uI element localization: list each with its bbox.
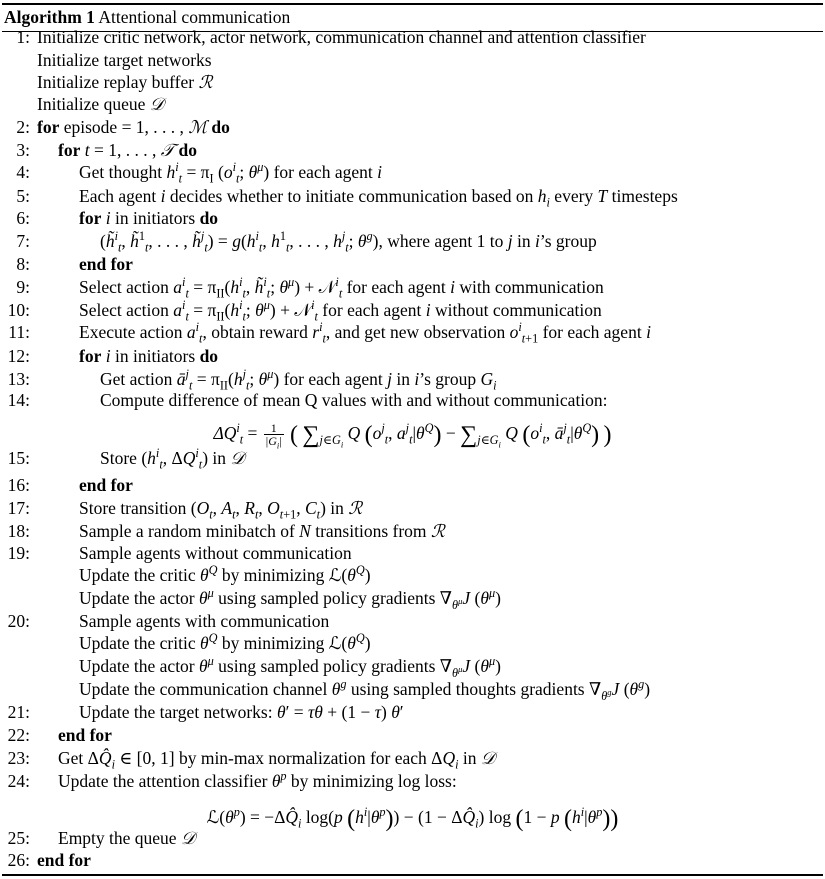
- math-expression: $\Delta Q̂_i$ ∈ [0, 1]: [87, 748, 175, 772]
- algorithm-line: [0, 26, 825, 49]
- math-expression: $\theta^p$: [271, 769, 287, 791]
- line-number: 18:: [7, 521, 30, 541]
- keyword: for: [79, 208, 102, 228]
- algorithm-line: [0, 389, 825, 412]
- text-run: Initialize replay buffer: [37, 72, 199, 92]
- line-text: [58, 139, 197, 162]
- algorithm-line: [0, 587, 825, 610]
- text-run: episode = 1, . . . ,: [59, 117, 189, 137]
- algorithm-line: [0, 770, 825, 793]
- algorithm-line: [0, 747, 825, 770]
- text-run: Sample agents without communication: [79, 543, 352, 563]
- text-run: for each agent: [538, 322, 647, 342]
- line-text: [79, 321, 651, 344]
- line-number: 5:: [16, 186, 30, 206]
- text-run: by minimizing: [217, 633, 329, 653]
- line-text: [79, 587, 501, 610]
- algorithm-line: [0, 345, 825, 368]
- text-run: in: [325, 498, 349, 518]
- text-run: in: [512, 231, 535, 251]
- line-text: [37, 71, 212, 94]
- keyword: end for: [79, 475, 133, 495]
- algorithm-line: [0, 724, 825, 747]
- text-run: Update the critic: [79, 633, 200, 653]
- delta-q-equation: $\Delta Q^i_t$ = $\frac{1}{|G_i|}$ ( $\sum_{j\in G_i}$ Q ($o^j_t$, $a^j_t|\theta^Q) - \sum_{j\in G_i}$ Q ($o^i_t$, $ā^j_t|\theta^Q$) ): [213, 421, 612, 451]
- text-run: Each agent: [79, 186, 161, 206]
- line-text: [58, 770, 457, 793]
- bottom-rule: [2, 874, 823, 876]
- line-number: 21:: [7, 702, 30, 722]
- algorithm-line: [0, 321, 825, 344]
- text-run: Update the target networks:: [79, 702, 277, 722]
- math-symbol: ℛ: [198, 72, 213, 92]
- line-number: 11:: [8, 322, 30, 342]
- math-expression: $\theta^Q$: [200, 631, 218, 653]
- line-text: [100, 447, 244, 470]
- math-symbol: i: [105, 208, 111, 228]
- line-number: 6:: [16, 208, 30, 228]
- line-text: [79, 345, 218, 368]
- keyword: end for: [58, 725, 112, 745]
- algorithm-line: [0, 632, 825, 655]
- math-symbol: i: [160, 186, 166, 206]
- text-run: = 1, . . . ,: [89, 140, 161, 160]
- keyword: end for: [37, 850, 91, 870]
- text-run: Initialize target networks: [37, 50, 212, 70]
- line-number: 3:: [16, 140, 30, 160]
- text-run: for each agent: [269, 162, 378, 182]
- line-number: 12:: [7, 346, 30, 366]
- text-run: by min-max normalization for each: [174, 748, 432, 768]
- line-text: [79, 161, 382, 184]
- math-symbol: ℛ: [348, 498, 363, 518]
- line-number: 4:: [16, 162, 30, 182]
- text-run: Sample a random minibatch of: [79, 521, 300, 541]
- text-run: , where agent 1 to: [378, 231, 508, 251]
- math-expression: $o^i_{t+1}$: [509, 320, 539, 346]
- line-text: [79, 253, 133, 276]
- text-run: , obtain reward: [202, 322, 313, 342]
- math-symbol: 𝒟: [480, 748, 495, 768]
- math-symbol: 𝒟: [230, 448, 245, 468]
- algorithm-line: [0, 139, 825, 162]
- math-symbol: 𝒯: [160, 140, 175, 160]
- algorithm-line: [0, 564, 825, 587]
- line-number: 17:: [7, 498, 30, 518]
- text-run: Select action: [79, 300, 174, 320]
- line-text: [79, 207, 218, 230]
- line-number: 24:: [7, 771, 30, 791]
- math-symbol: i: [535, 231, 540, 251]
- algorithm-line: [0, 497, 825, 520]
- text-run: ’s group: [539, 231, 597, 251]
- line-text: [79, 497, 362, 520]
- keyword: end for: [79, 254, 133, 274]
- line-number: 25:: [7, 828, 30, 848]
- line-text: [100, 368, 497, 391]
- line-text: [79, 185, 678, 208]
- line-text: [100, 389, 608, 412]
- line-number: 19:: [7, 543, 30, 563]
- text-run: Update the actor: [79, 656, 200, 676]
- text-run: transitions from: [310, 521, 431, 541]
- math-expression: $\nabla_{\theta^g}J$ $(\theta^g)$: [589, 677, 651, 703]
- math-symbol: ℳ: [188, 117, 208, 137]
- line-text: [79, 542, 352, 565]
- algorithm-line: [0, 299, 825, 322]
- algorithm-line: [0, 276, 825, 299]
- line-text: [37, 93, 164, 116]
- math-symbol: j: [507, 231, 513, 251]
- text-run: without communication: [430, 300, 602, 320]
- math-expression: $\Delta Q_i$: [431, 748, 459, 772]
- line-text: [79, 520, 445, 543]
- math-expression: $\theta^\mu$: [199, 586, 214, 608]
- math-expression: $h_i$: [537, 186, 550, 210]
- text-run: for each agent: [279, 369, 388, 389]
- algorithm-line: [0, 447, 825, 470]
- math-symbol: i: [646, 322, 651, 342]
- algorithm-line: [0, 185, 825, 208]
- text-run: Get action: [100, 369, 177, 389]
- algorithm-title: Attentional communication: [98, 7, 291, 27]
- text-run: in: [391, 369, 415, 389]
- text-run: by minimizing: [217, 565, 329, 585]
- math-expression: (h̃$^i_t$, h̃$^1_t$, . . . , h̃$^j_t$) = $g(h^i_t$, $h^1_t$, . . . , $h^j_t$; $\theta^g$): [100, 229, 379, 255]
- text-run: Update the critic: [79, 565, 200, 585]
- text-run: decides whether to initiate communication based on: [165, 186, 538, 206]
- line-text: [79, 474, 133, 497]
- line-text: [79, 276, 604, 299]
- text-run: in: [458, 748, 481, 768]
- line-number: 10:: [7, 300, 30, 320]
- math-expression: $\nabla_{\theta^\mu}J$ $(\theta^\mu)$: [439, 586, 501, 612]
- math-symbol: 𝒟: [149, 94, 164, 114]
- algorithm-line: [0, 542, 825, 565]
- algorithm-line: [0, 701, 825, 724]
- math-expression: $ℒ(\theta^Q)$: [328, 631, 371, 653]
- keyword: do: [199, 346, 219, 366]
- line-text: [100, 230, 597, 253]
- text-run: Store: [100, 448, 142, 468]
- math-symbol: i: [414, 369, 420, 389]
- line-number: 8:: [16, 254, 30, 274]
- algorithm-line: [0, 207, 825, 230]
- math-expression: $\nabla_{\theta^\mu}J$ $(\theta^\mu)$: [439, 654, 501, 680]
- algorithm-line: [0, 474, 825, 497]
- text-run: ’s group: [419, 369, 481, 389]
- log-loss-equation: $ℒ(\theta^p)$ = $-\Delta Q̂_i$ log(p $(h^i|\theta^p)) - (1$ − $\Delta Q̂_i$) log (1 − p $(h^i|\theta^p)$): [206, 805, 619, 832]
- line-text: [37, 849, 91, 872]
- text-run: Empty the queue: [58, 828, 181, 848]
- line-number: 9:: [16, 277, 30, 297]
- line-text: [58, 747, 495, 770]
- line-number: 2:: [16, 117, 30, 137]
- line-number: 14:: [7, 390, 30, 410]
- math-symbol: i: [425, 300, 431, 320]
- math-symbol: i: [377, 162, 382, 182]
- line-text: [58, 724, 112, 747]
- algorithm-line: [0, 93, 825, 116]
- algorithm-line: [0, 230, 825, 253]
- line-text: [79, 701, 404, 724]
- math-expression: $a^i_t = \pi_{II}(h^i_t$, h̃$^i_t$; $\theta^\mu$) + 𝒩$^i_t$: [173, 275, 343, 301]
- math-expression: $ℒ(\theta^Q)$: [328, 563, 371, 585]
- text-run: for each agent: [342, 277, 451, 297]
- math-symbol: T: [597, 186, 608, 206]
- algorithm-line: [0, 520, 825, 543]
- text-run: with communication: [454, 277, 604, 297]
- text-run: Compute difference of mean Q values with and without communication:: [100, 390, 608, 410]
- math-expression: θ′ = τθ + (1 − τ) θ′: [276, 702, 404, 722]
- algorithm-line: [0, 368, 825, 391]
- keyword: do: [178, 140, 197, 160]
- line-number: 23:: [7, 748, 30, 768]
- math-expression: $\theta^\mu$: [199, 654, 214, 676]
- algorithm-line: [0, 610, 825, 633]
- math-expression: $\theta^Q$: [200, 563, 218, 585]
- line-text: [79, 564, 371, 587]
- line-text: [79, 655, 501, 678]
- text-run: timesteps: [607, 186, 678, 206]
- algorithm-caption: [4, 6, 290, 28]
- text-run: Execute action: [79, 322, 187, 342]
- math-symbol: t: [84, 140, 90, 160]
- text-run: , and get new observation: [325, 322, 510, 342]
- text-run: using sampled policy gradients: [213, 656, 440, 676]
- keyword: for: [58, 140, 81, 160]
- math-expression: ($O_t$, $A_t$, $R_t$, $O_{t+1}$, $C_t$): [190, 498, 326, 522]
- text-run: in initiators: [110, 346, 200, 366]
- algorithm-label: Algorithm 1: [4, 7, 95, 27]
- line-number: 15:: [7, 448, 30, 468]
- text-run: Update the communication channel: [79, 679, 332, 699]
- text-run: Initialize queue: [37, 94, 150, 114]
- line-number: 22:: [7, 725, 30, 745]
- line-number: 1:: [16, 27, 30, 47]
- text-run: Update the attention classifier: [58, 771, 272, 791]
- math-expression: $\theta^g$: [331, 677, 347, 699]
- algorithm-line: [0, 849, 825, 872]
- text-run: Get thought: [79, 162, 167, 182]
- algorithm-line: [0, 161, 825, 184]
- math-expression: $r^i_t$: [312, 320, 326, 346]
- text-run: in initiators: [110, 208, 200, 228]
- text-run: every: [549, 186, 598, 206]
- text-run: Select action: [79, 277, 174, 297]
- algorithm-line: [0, 678, 825, 701]
- text-run: Store transition: [79, 498, 191, 518]
- math-symbol: i: [450, 277, 455, 297]
- line-number: 16:: [7, 475, 30, 495]
- keyword: for: [79, 346, 102, 366]
- keyword: for: [37, 117, 60, 137]
- line-text: [79, 610, 329, 633]
- line-number: 26:: [7, 850, 30, 870]
- text-run: Sample agents with communication: [79, 611, 330, 631]
- line-text: [79, 678, 650, 701]
- text-run: by minimizing log loss:: [286, 771, 457, 791]
- algorithm-line: [0, 49, 825, 72]
- text-run: for each agent: [317, 300, 426, 320]
- text-run: using sampled thoughts gradients: [346, 679, 589, 699]
- math-expression: ($h^i_t$, $\Delta Q^i_t$): [141, 446, 209, 472]
- math-symbol: i: [105, 346, 111, 366]
- text-run: using sampled policy gradients: [213, 588, 440, 608]
- algorithm-line: [0, 655, 825, 678]
- algorithm-line: [0, 71, 825, 94]
- line-text: [79, 632, 371, 655]
- text-run: Initialize critic network, actor network, communication channel and attention classifier: [37, 27, 646, 47]
- text-run: Get: [58, 748, 88, 768]
- algorithm-line: [0, 116, 825, 139]
- line-number: 20:: [7, 611, 30, 631]
- line-number: 13:: [7, 369, 30, 389]
- math-expression: $a^i_t = \pi_{II}(h^i_t$; $\theta^\mu$) + 𝒩$^i_t$: [173, 298, 318, 324]
- line-number: 7:: [16, 231, 30, 251]
- top-rule: [2, 3, 823, 5]
- line-text: [37, 49, 212, 72]
- line-text: [37, 26, 646, 49]
- math-expression: $ā^j_t = \pi_{II}(h^j_t$; $\theta^\mu$): [176, 367, 280, 393]
- text-run: in: [208, 448, 231, 468]
- math-symbol: N: [299, 521, 311, 541]
- text-run: Update the actor: [79, 588, 200, 608]
- math-expression: $G_i$: [480, 369, 497, 393]
- math-expression: $a^i_t$: [186, 320, 203, 346]
- keyword: do: [199, 208, 219, 228]
- math-symbol: 𝒟: [180, 828, 195, 848]
- math-expression: $h^i_t = \pi_I$ ($o^i_t$; $\theta^\mu$): [166, 160, 270, 186]
- math-symbol: ℛ: [430, 521, 445, 541]
- line-text: [37, 116, 230, 139]
- line-text: [79, 299, 602, 322]
- algorithm-line: [0, 253, 825, 276]
- math-symbol: j: [387, 369, 392, 389]
- keyword: do: [211, 117, 230, 137]
